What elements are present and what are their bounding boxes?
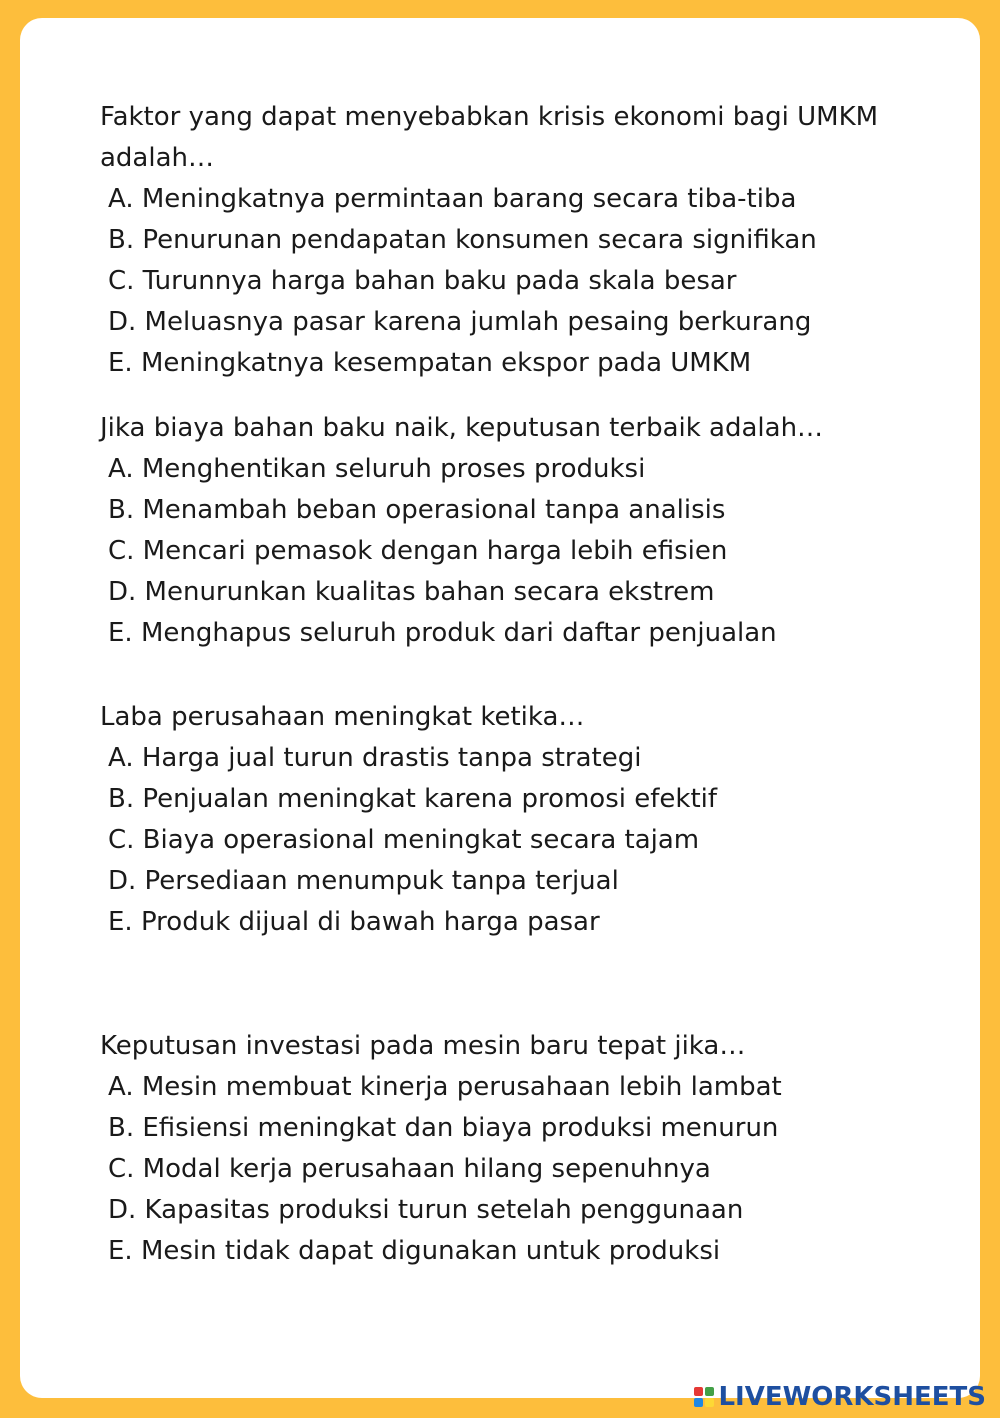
logo-square-green [705, 1387, 714, 1396]
option-list [100, 449, 900, 654]
option-d[interactable]: D. Menurunkan kualitas bahan secara ekstrem [108, 577, 715, 607]
option-c[interactable]: C. Modal kerja perusahaan hilang sepenuhnya [108, 1154, 711, 1184]
option-a[interactable]: A. Meningkatnya permintaan barang secara tiba-tiba [108, 184, 797, 214]
liveworksheets-brand[interactable] [694, 1382, 986, 1412]
option-list [100, 738, 900, 943]
brand-name: LIVEWORKSHEETS [718, 1382, 986, 1412]
option-list [100, 1067, 900, 1272]
question-3 [100, 697, 900, 943]
question-text: Jika biaya bahan baku naik, keputusan terbaik adalah… [100, 413, 824, 443]
option-e[interactable]: E. Mesin tidak dapat digunakan untuk produksi [108, 1236, 721, 1266]
option-b[interactable]: B. Penurunan pendapatan konsumen secara signifikan [108, 225, 817, 255]
option-a[interactable]: A. Harga jual turun drastis tanpa strategi [108, 743, 642, 773]
option-e[interactable]: E. Menghapus seluruh produk dari daftar penjualan [108, 618, 777, 648]
option-c[interactable]: C. Mencari pemasok dengan harga lebih efisien [108, 536, 728, 566]
option-a[interactable]: A. Menghentikan seluruh proses produksi [108, 454, 646, 484]
option-b[interactable]: B. Menambah beban operasional tanpa analisis [108, 495, 726, 525]
logo-square-blue [694, 1398, 703, 1407]
question-1 [100, 97, 900, 384]
option-b[interactable]: B. Penjualan meningkat karena promosi efektif [108, 784, 718, 814]
option-d[interactable]: D. Persediaan menumpuk tanpa terjual [108, 866, 619, 896]
question-2 [100, 408, 900, 654]
option-e[interactable]: E. Meningkatnya kesempatan ekspor pada UMKM [108, 348, 752, 378]
question-text: Keputusan investasi pada mesin baru tepat jika… [100, 1031, 746, 1061]
option-d[interactable]: D. Kapasitas produksi turun setelah penggunaan [108, 1195, 744, 1225]
option-c[interactable]: C. Biaya operasional meningkat secara tajam [108, 825, 700, 855]
question-4 [100, 1026, 900, 1272]
option-a[interactable]: A. Mesin membuat kinerja perusahaan lebih lambat [108, 1072, 782, 1102]
option-d[interactable]: D. Meluasnya pasar karena jumlah pesaing berkurang [108, 307, 812, 337]
logo-square-red [694, 1387, 703, 1396]
option-c[interactable]: C. Turunnya harga bahan baku pada skala besar [108, 266, 737, 296]
option-b[interactable]: B. Efisiensi meningkat dan biaya produksi menurun [108, 1113, 779, 1143]
question-text: Faktor yang dapat menyebabkan krisis ekonomi bagi UMKM adalah… [100, 102, 879, 173]
option-e[interactable]: E. Produk dijual di bawah harga pasar [108, 907, 600, 937]
question-text: Laba perusahaan meningkat ketika… [100, 702, 585, 732]
option-list [100, 179, 900, 384]
logo-square-yellow [705, 1398, 714, 1407]
liveworksheets-logo-icon [694, 1387, 714, 1407]
